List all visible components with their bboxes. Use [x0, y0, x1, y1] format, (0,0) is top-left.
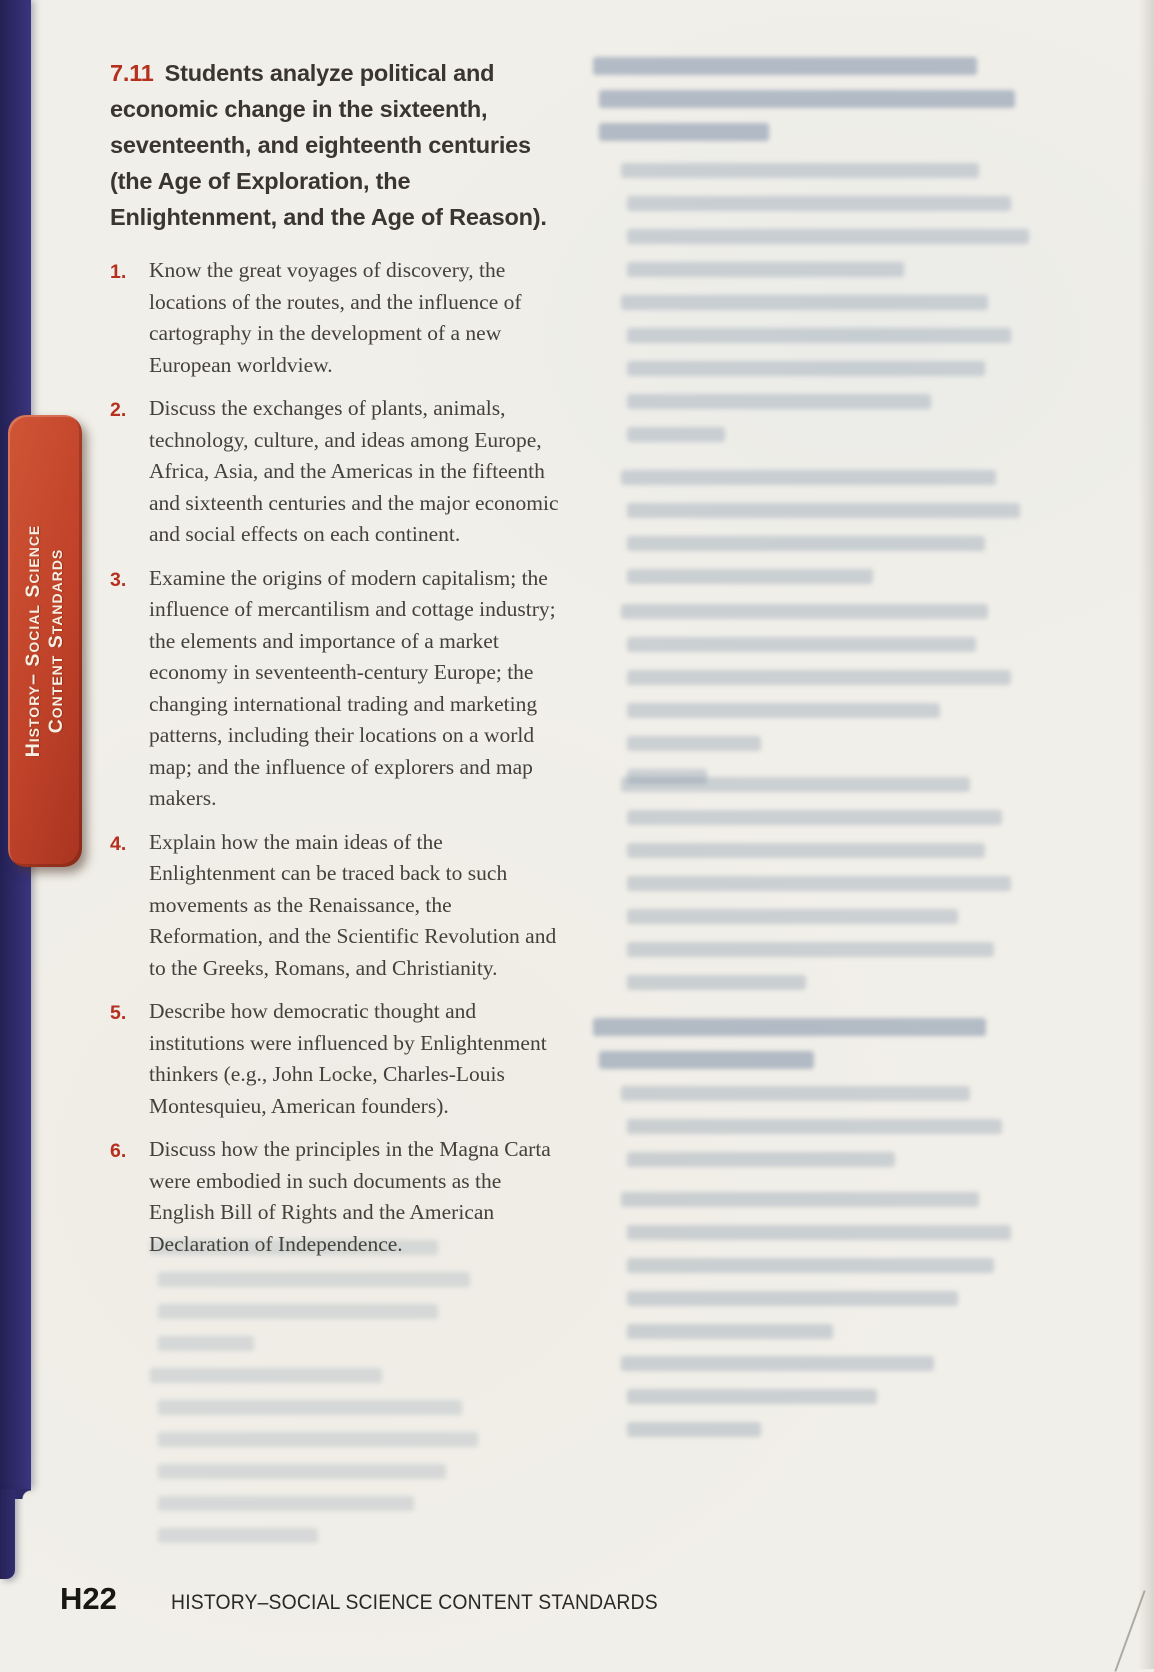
standard-item	[110, 1134, 562, 1260]
section-side-tab	[8, 415, 82, 867]
item-number: 2.	[110, 399, 127, 421]
page-number: H22	[60, 1581, 117, 1616]
bleed-through-line	[599, 123, 769, 141]
bleed-through-line	[627, 1225, 1011, 1240]
bleed-through-line	[627, 229, 1029, 244]
standard-heading	[110, 55, 562, 235]
page-footer	[60, 1581, 685, 1617]
standard-item	[110, 827, 562, 985]
bleed-through-line	[627, 909, 958, 924]
binding-bar-step	[15, 1489, 31, 1499]
item-number: 1.	[110, 261, 127, 283]
standard-items-list	[110, 255, 562, 1260]
bleed-through-line	[627, 736, 761, 751]
item-text: Discuss the exchanges of plants, animals, technology, culture, and ideas among Europe, Africa, Asia, and the Americas in the fifteenth and sixteenth centuries and the major economic and social effects on each continent.	[149, 396, 559, 546]
bleed-through-line	[593, 1018, 986, 1036]
bleed-through-line	[627, 1422, 761, 1437]
bleed-through-line	[158, 1464, 446, 1479]
bleed-through-line	[627, 427, 725, 442]
bleed-through-line	[627, 637, 976, 652]
bleed-through-line	[599, 90, 1015, 108]
page-edge-shadow	[1138, 0, 1154, 1669]
standard-heading-text: Students analyze political and economic change in the sixteenth, seventeenth, and eighteenth centuries (the Age of Exploration, the Enlightenment, and the Age of Reason).	[110, 60, 547, 230]
bleed-through-line	[599, 1051, 814, 1069]
bleed-through-line	[627, 876, 1011, 891]
item-number: 4.	[110, 832, 127, 855]
footer-label: HISTORY–SOCIAL SCIENCE CONTENT STANDARDS	[170, 1590, 658, 1614]
bleed-through-line	[627, 394, 931, 409]
item-number: 3.	[110, 568, 127, 591]
side-tab-line1: History– Social Science	[22, 524, 44, 758]
bleed-through-line	[627, 361, 985, 376]
bleed-through-line	[627, 328, 1011, 343]
item-text: Know the great voyages of discovery, the locations of the routes, and the influence of cartography in the development of a new European worldview.	[149, 258, 522, 377]
bleed-through-line	[627, 1324, 833, 1339]
section-side-tab-label	[8, 415, 82, 867]
bleed-through-line	[621, 163, 979, 178]
standard-item	[110, 393, 562, 551]
bleed-through-line	[158, 1496, 414, 1511]
binding-bar-foot	[0, 1489, 15, 1579]
standard-item	[110, 255, 562, 381]
item-text: Examine the origins of modern capitalism; the influence of mercantilism and cottage industry; the elements and importance of a market economy in seventeenth-century Europe; the changing international trading and marketing patterns, including their locations on a world map; and the influence of explorers and map makers.	[149, 565, 556, 810]
bleed-through-line	[627, 703, 940, 718]
item-text: Describe how democratic thought and institutions were influenced by Enlightenment thinkers (e.g., John Locke, Charles-Louis Montesquieu, American founders).	[149, 999, 547, 1118]
bleed-through-line	[158, 1400, 462, 1415]
standards-column	[110, 55, 562, 1272]
bleed-through-line	[621, 777, 970, 792]
side-tab-line2: Content Standards	[45, 548, 67, 734]
bleed-through-line	[627, 670, 1011, 685]
bleed-through-line	[158, 1272, 470, 1287]
bleed-through-line	[158, 1304, 438, 1319]
bleed-through-line	[158, 1528, 318, 1543]
bleed-through-line	[621, 1086, 970, 1101]
bleed-through-line	[627, 569, 873, 584]
item-text: Explain how the main ideas of the Enlightenment can be traced back to such movements as the Renaissance, the Reformation, and the Scientific Revolution and to the Greeks, Romans, and Christianity.	[149, 829, 557, 980]
bleed-through-line	[627, 1119, 1002, 1134]
bleed-through-line	[627, 810, 1002, 825]
bleed-through-line	[627, 503, 1020, 518]
bleed-through-text-right	[593, 0, 1040, 1669]
bleed-through-line	[593, 57, 977, 75]
standard-item	[110, 563, 562, 815]
bleed-through-line	[621, 295, 988, 310]
bleed-through-line	[627, 975, 806, 990]
bleed-through-line	[627, 536, 985, 551]
standard-number: 7.11	[110, 60, 154, 86]
item-text: Discuss how the principles in the Magna Carta were embodied in such documents as the English Bill of Rights and the American Declaration of Independence.	[149, 1137, 551, 1256]
bleed-through-line	[627, 196, 1011, 211]
item-number: 5.	[110, 1002, 127, 1024]
bleed-through-line	[150, 1368, 382, 1383]
bleed-through-line	[621, 1356, 934, 1371]
bleed-through-line	[627, 1389, 877, 1404]
bleed-through-line	[627, 1258, 994, 1273]
bleed-through-line	[158, 1336, 254, 1351]
bleed-through-line	[621, 604, 988, 619]
bleed-through-line	[627, 262, 904, 277]
bleed-through-line	[627, 843, 985, 858]
bleed-through-line	[158, 1432, 478, 1447]
bleed-through-line	[627, 1152, 895, 1167]
bleed-through-line	[627, 1291, 958, 1306]
bleed-through-line	[621, 470, 996, 485]
item-number: 6.	[110, 1140, 127, 1162]
standard-item	[110, 996, 562, 1122]
bleed-through-line	[621, 1192, 979, 1207]
bleed-through-line	[627, 942, 994, 957]
